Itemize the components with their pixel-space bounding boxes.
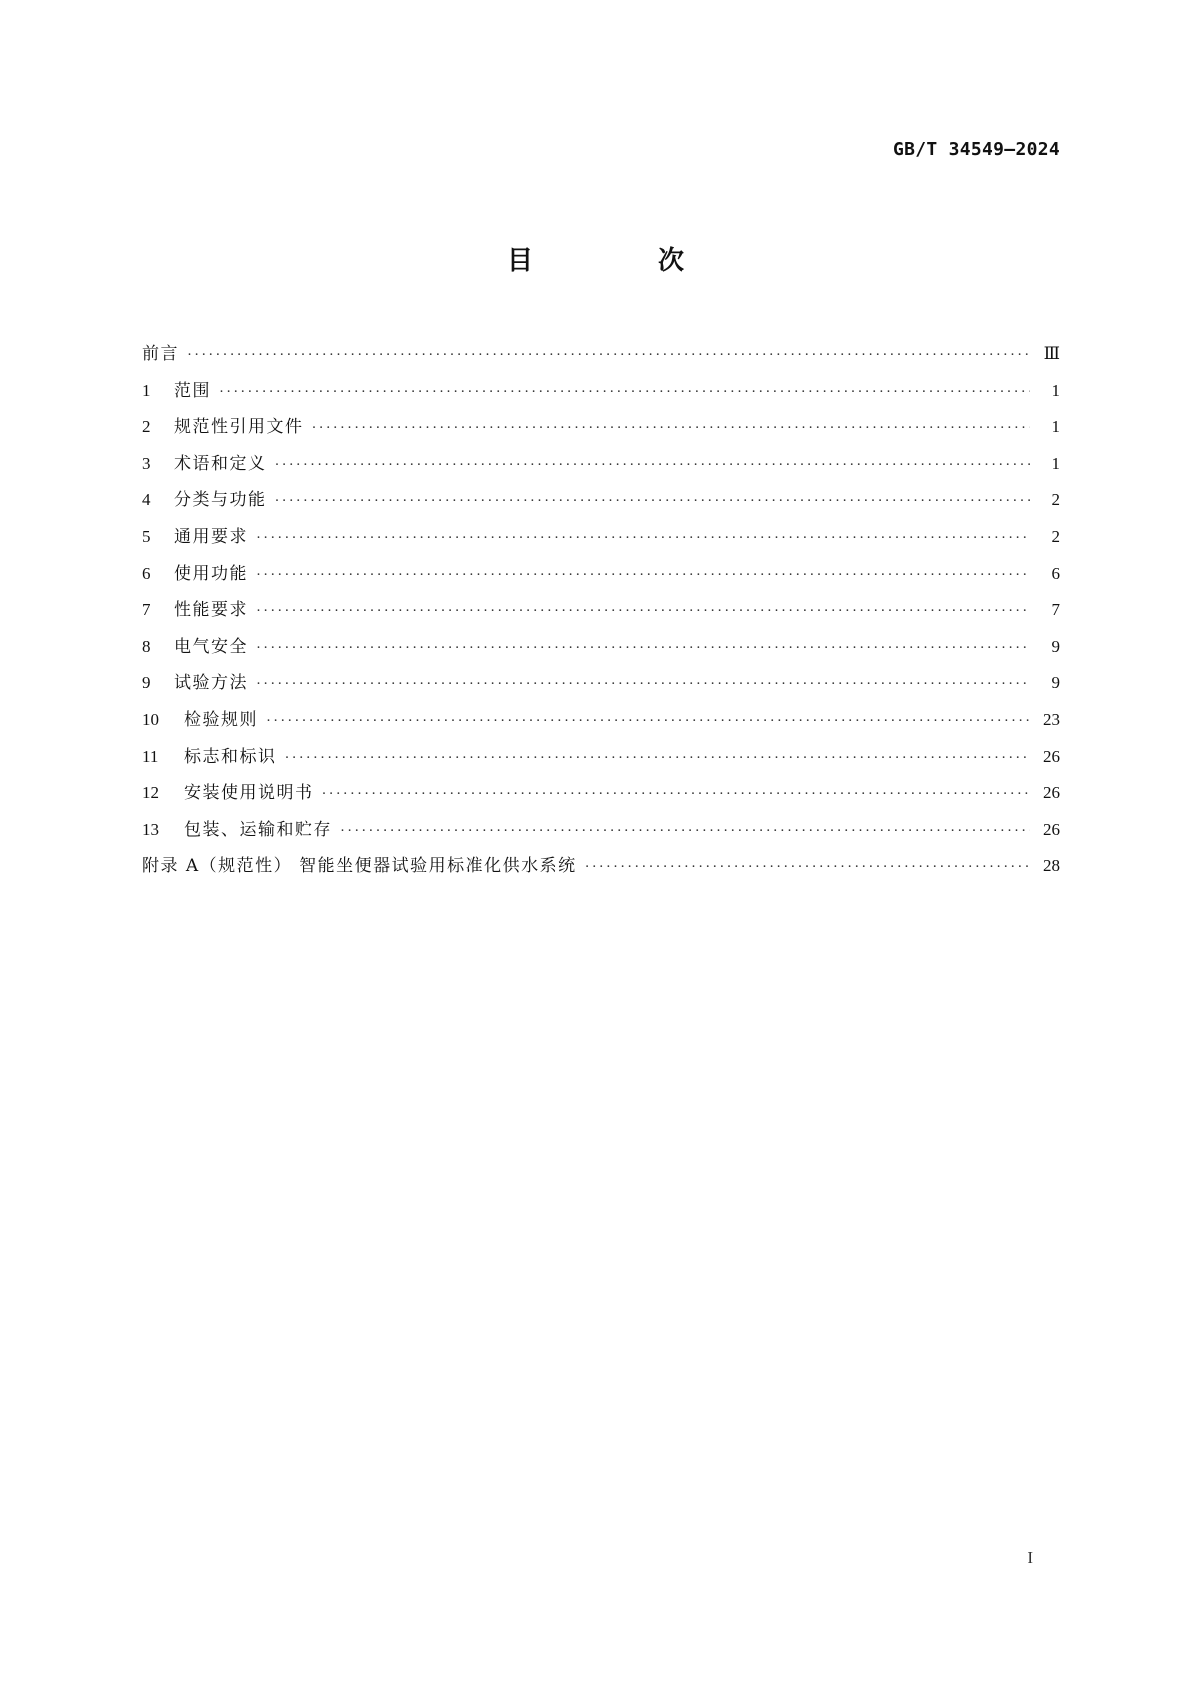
toc-entry-11[interactable] <box>142 746 1060 783</box>
toc-entry-page: 1 <box>1051 453 1060 473</box>
toc-entry-number: 11 <box>142 746 159 766</box>
toc-entry-10[interactable] <box>142 709 1060 746</box>
toc-entry-label: 术语和定义 <box>174 453 267 474</box>
toc-entry-number: 8 <box>142 636 151 656</box>
toc-entry-label: 使用功能 <box>174 563 248 584</box>
toc-entry-label: 分类与功能 <box>174 490 267 511</box>
toc-entry-page: 2 <box>1051 526 1060 546</box>
toc-leader-dots <box>219 381 1030 403</box>
toc-entry-12[interactable] <box>142 782 1060 819</box>
standard-code: GB/T 34549—2024 <box>892 139 1060 160</box>
toc-leader-dots <box>322 783 1031 805</box>
toc-entry-label: 前言 <box>142 344 179 364</box>
toc-entry-number: 3 <box>142 453 151 473</box>
toc-entry-appendix-a[interactable] <box>142 855 1060 892</box>
toc-entry-page: 7 <box>1051 600 1060 620</box>
toc-entry-page: 2 <box>1051 490 1060 510</box>
toc-leader-dots <box>275 490 1031 512</box>
toc-leader-dots <box>285 747 1031 769</box>
toc-entry-label: 试验方法 <box>174 673 248 694</box>
toc-entry-number: 13 <box>142 819 159 839</box>
toc-leader-dots <box>340 820 1030 842</box>
toc-entry-page: 6 <box>1051 563 1060 583</box>
toc-leader-dots <box>266 710 1030 732</box>
toc-title: 目 次 <box>506 246 743 276</box>
toc-entry-label: 性能要求 <box>174 600 248 621</box>
toc-entry-number: 7 <box>142 600 151 620</box>
toc-entry-number: 10 <box>142 709 159 729</box>
toc-entry-7[interactable] <box>142 599 1060 636</box>
toc-entry-label: 包装、运输和贮存 <box>184 819 332 840</box>
toc-entry-5[interactable] <box>142 526 1060 563</box>
toc-leader-dots <box>256 564 1030 586</box>
toc-entry-page: 9 <box>1051 636 1060 656</box>
toc-leader-dots <box>256 637 1030 659</box>
toc-leader-dots <box>256 527 1030 549</box>
toc-entry-1[interactable] <box>142 380 1060 417</box>
page-number: I <box>1027 1548 1033 1567</box>
table-of-contents <box>142 343 1060 892</box>
toc-entry-number: 9 <box>142 673 151 693</box>
toc-entry-number: 2 <box>142 417 151 437</box>
toc-leader-dots <box>256 600 1030 622</box>
toc-entry-number: 1 <box>142 380 151 400</box>
toc-entry-page: 26 <box>1043 783 1060 803</box>
toc-entry-page: 9 <box>1051 673 1060 693</box>
toc-entry-2[interactable] <box>142 416 1060 453</box>
toc-entry-number: 12 <box>142 783 159 803</box>
toc-entry-label: 电气安全 <box>174 636 248 657</box>
toc-leader-dots <box>187 344 1030 366</box>
toc-leader-dots <box>585 856 1030 878</box>
toc-entry-8[interactable] <box>142 636 1060 673</box>
toc-entry-13[interactable] <box>142 819 1060 856</box>
toc-entry-page: 1 <box>1051 417 1060 437</box>
toc-entry-9[interactable] <box>142 672 1060 709</box>
toc-entry-label: 规范性引用文件 <box>174 417 304 438</box>
toc-entry-label: 标志和标识 <box>184 746 277 767</box>
toc-entry-label: 附录 A（规范性） 智能坐便器试验用标准化供水系统 <box>142 856 577 877</box>
toc-leader-dots <box>312 417 1031 439</box>
toc-entry-page: Ⅲ <box>1043 344 1060 363</box>
toc-entry-page: 26 <box>1043 819 1060 839</box>
toc-entry-page: 23 <box>1043 709 1060 729</box>
toc-leader-dots <box>275 454 1031 476</box>
toc-entry-label: 检验规则 <box>184 709 258 730</box>
toc-entry-page: 26 <box>1043 746 1060 766</box>
toc-entry-page: 1 <box>1051 380 1060 400</box>
toc-entry-number: 5 <box>142 526 151 546</box>
toc-entry-3[interactable] <box>142 453 1060 490</box>
toc-entry-foreword[interactable] <box>142 343 1060 380</box>
toc-entry-number: 4 <box>142 490 151 510</box>
toc-entry-4[interactable] <box>142 489 1060 526</box>
toc-entry-page: 28 <box>1043 856 1060 876</box>
toc-leader-dots <box>256 673 1030 695</box>
toc-entry-label: 安装使用说明书 <box>184 783 314 804</box>
toc-entry-label: 范围 <box>174 380 211 401</box>
toc-entry-label: 通用要求 <box>174 526 248 547</box>
toc-entry-6[interactable] <box>142 563 1060 600</box>
toc-entry-number: 6 <box>142 563 151 583</box>
